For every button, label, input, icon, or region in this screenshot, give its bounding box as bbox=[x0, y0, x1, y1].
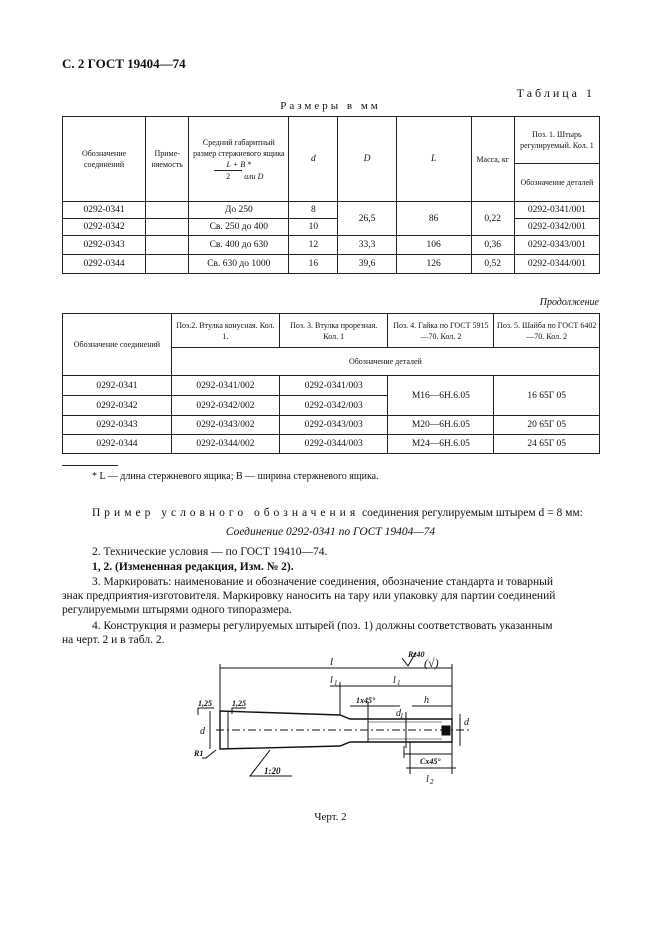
table-1 bbox=[62, 116, 600, 274]
label-r2: 1,25 bbox=[232, 699, 246, 708]
col-pos1: Поз. 1. Штырь регулируемый. Кол. 1 bbox=[514, 117, 599, 164]
col-pos5: Поз. 5. Шайба по ГОСТ 6402—70. Кол. 2 bbox=[494, 314, 600, 348]
example-designation: Соединение 0292-0341 по ГОСТ 19404—74 bbox=[225, 526, 436, 538]
label-cx45: Cx45° bbox=[420, 757, 441, 766]
label-l1: l bbox=[330, 675, 333, 686]
pin-end bbox=[442, 726, 450, 735]
table-row: 0292-0343 0292-0343/002 0292-0343/003 М20—6Н.6.05 20 65Г 05 bbox=[63, 416, 600, 435]
col-D: D bbox=[338, 117, 396, 202]
label-l2: l bbox=[426, 774, 429, 785]
table-number: Таблица 1 bbox=[516, 86, 595, 100]
label-taper: 1:20 bbox=[264, 766, 281, 776]
r1-leader bbox=[202, 750, 216, 758]
label-l1-sub: 1 bbox=[334, 679, 338, 687]
table-row: 0292-0342 0292-0342/002 0292-0342/003 bbox=[63, 396, 600, 416]
table-2 bbox=[62, 313, 600, 454]
footnote: * L — длина стержневого ящика; B — ширина стержневого ящика. bbox=[92, 471, 379, 482]
col-pos1-sub: Обозначение деталей bbox=[514, 164, 599, 202]
formula-tail: или D bbox=[244, 171, 264, 181]
figure-caption: Черт. 2 bbox=[314, 811, 347, 823]
formula-numerator: L + B * bbox=[226, 159, 252, 169]
example-lead: Пример условного обозначения bbox=[92, 507, 360, 519]
paragraph-4-end: на черт. 2 и в табл. 2. bbox=[62, 634, 165, 646]
label-R1: R1 bbox=[194, 749, 204, 758]
col-designation: Обозначение соединений bbox=[63, 314, 172, 376]
col-pos2: Поз.2. Втулка конусная. Кол. 1. bbox=[171, 314, 279, 348]
label-d1-sub: 1 bbox=[400, 712, 404, 720]
paragraph-3: 3. Маркировать: наименование и обозначение соединения, обозначение стандарта и товарный bbox=[92, 576, 553, 588]
table-caption: Размеры в мм bbox=[280, 100, 381, 112]
paragraph-4: 4. Конструкция и размеры регулируемых штырей (поз. 1) должны соответствовать указанным bbox=[92, 620, 553, 632]
col-mean-size: Средний габаритный размер стержневого ящика L + B * 2 или D bbox=[189, 117, 289, 202]
paragraph-2: 2. Технические условия — по ГОСТ 19410—74. bbox=[92, 546, 328, 558]
col-pos3: Поз. 3. Втулка прорезная. Кол. 1 bbox=[280, 314, 388, 348]
label-db: d bbox=[464, 717, 469, 728]
label-r: 1,25 bbox=[198, 699, 212, 708]
table-row: 0292-0341 До 250 8 26,5 86 0,22 0292-0341/001 bbox=[63, 202, 600, 219]
footnote-rule bbox=[62, 465, 118, 466]
table-row: 0292-0344 0292-0344/002 0292-0344/003 М24—6Н.6.05 24 65Г 05 bbox=[63, 435, 600, 454]
label-h: h bbox=[424, 695, 429, 706]
table-row: 0292-0342 Св. 250 до 400 10 0292-0342/001 bbox=[63, 219, 600, 236]
pin-drawing bbox=[180, 650, 480, 790]
col-sub: Обозначение деталей bbox=[171, 348, 599, 376]
label-chamfer: 1x45° bbox=[356, 696, 376, 705]
example-text: соединения регулируемым штырем d = 8 мм: bbox=[359, 507, 583, 519]
paragraph-3-cont: знак предприятия-изготовителя. Маркировку наносить на тару или упаковку для партии соединений bbox=[62, 590, 556, 602]
example-line bbox=[92, 507, 583, 519]
label-l1b: l bbox=[393, 675, 396, 686]
roughness-label: Rz40 bbox=[408, 650, 425, 659]
paragraph-3-end: регулируемыми штырями одного типоразмера. bbox=[62, 604, 292, 616]
r-leader bbox=[198, 708, 214, 715]
formula-denominator: 2 bbox=[214, 170, 242, 182]
label-l: l bbox=[330, 656, 334, 668]
col-applicability: Приме-няемость bbox=[146, 117, 189, 202]
col-designation: Обозначение соединений bbox=[63, 117, 146, 202]
table-row: 0292-0341 0292-0341/002 0292-0341/003 М16—6Н.6.05 16 65Г 05 bbox=[63, 376, 600, 396]
col-L: L bbox=[396, 117, 471, 202]
page-header: С. 2 ГОСТ 19404—74 bbox=[62, 56, 186, 71]
table-row: 0292-0343 Св. 400 до 630 12 33,3 106 0,36 0292-0343/001 bbox=[63, 236, 600, 255]
continuation-label: Продолжение bbox=[539, 297, 599, 308]
label-l2-sub: 2 bbox=[430, 778, 434, 786]
table-row: 0292-0344 Св. 630 до 1000 16 39,6 126 0,52 0292-0344/001 bbox=[63, 255, 600, 274]
label-d1: d bbox=[396, 708, 401, 719]
label-l1b-sub: 1 bbox=[397, 679, 401, 687]
col-mass: Масса, кг bbox=[471, 117, 514, 202]
paragraph-edition: 1, 2. (Измененная редакция, Изм. № 2). bbox=[92, 561, 294, 573]
col-pos4: Поз. 4. Гайка по ГОСТ 5915—70. Кол. 2 bbox=[388, 314, 494, 348]
col-d: d bbox=[289, 117, 338, 202]
label-d: d bbox=[200, 726, 205, 737]
roughness-parens: (√) bbox=[424, 656, 439, 670]
